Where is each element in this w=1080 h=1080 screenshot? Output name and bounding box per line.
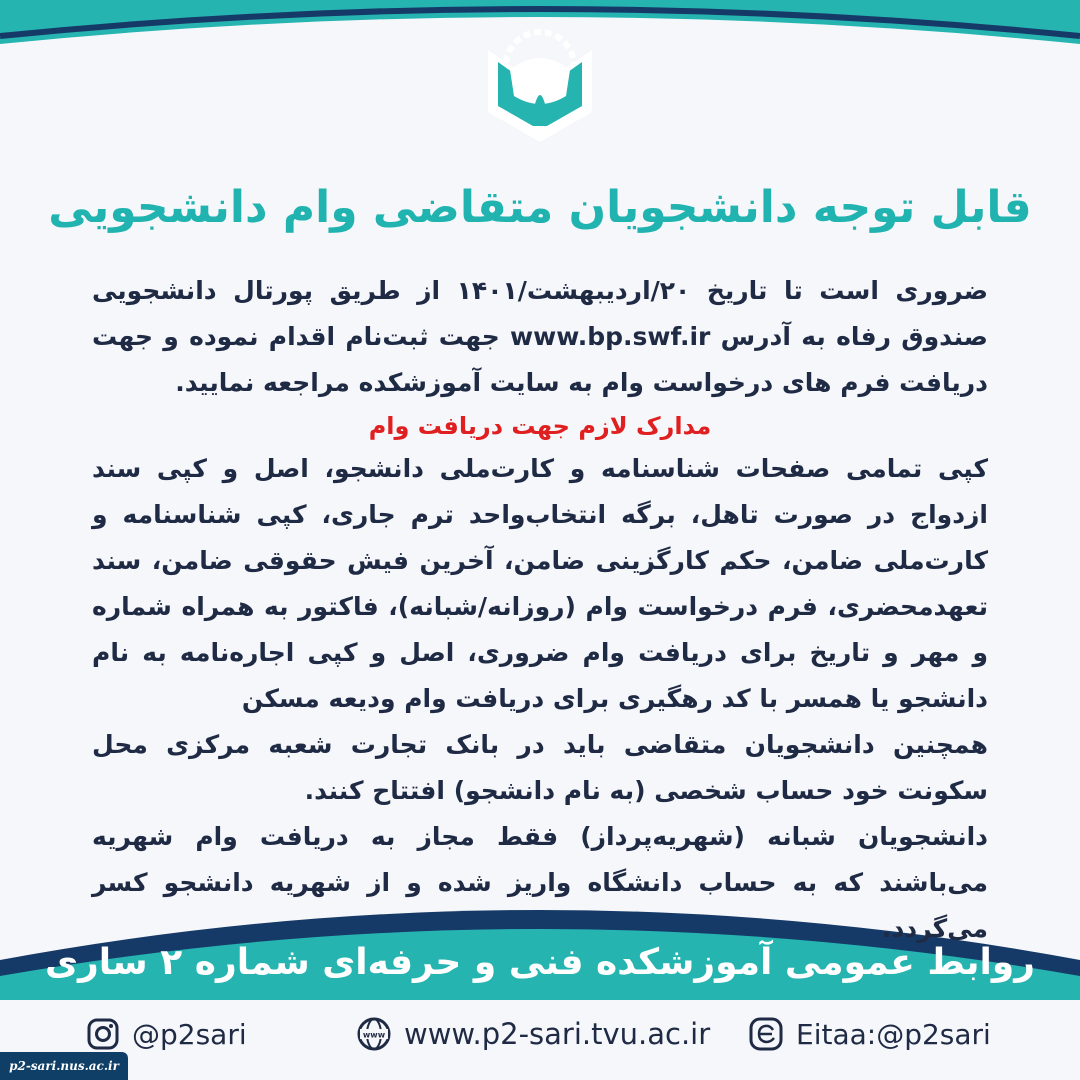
documents-heading: مدارک لازم جهت دریافت وام [368, 412, 712, 440]
svg-text:www: www [362, 1030, 386, 1040]
registration-text-part2: جهت ثبت‌نام اقدام نموده و جهت دریافت فرم های درخواست وام به سایت آموزشکده مراجعه نمایید. [92, 322, 988, 397]
globe-www-icon [356, 1016, 392, 1052]
university-logo [484, 26, 596, 144]
footer-title: روابط عمومی آموزشکده فنی و حرفه‌ای شماره ۲ ساری [45, 942, 1035, 983]
website-contact[interactable] [356, 1012, 710, 1056]
page-title: قابل توجه دانشجویان متقاضی وام دانشجویی [48, 182, 1032, 233]
website-url: www.p2-sari.tvu.ac.ir [404, 1017, 711, 1051]
portal-url: www.bp.swf.ir [510, 322, 711, 351]
bank-account-paragraph: همچنین دانشجویان متقاضی باید در بانک تجارت شعبه مرکزی محل سکونت خود حساب شخصی (به نام دانشجو) افتتاح کنند. [92, 730, 988, 805]
documents-list: کپی تمامی صفحات شناسنامه و کارت‌ملی دانشجو، اصل و کپی سند ازدواج در صورت تاهل، برگه انتخاب‌واحد ترم جاری، کپی شناسنامه و کارت‌ملی ضامن، حکم کارگزینی ضامن، آخرین فیش حقوقی ضامن، سند تعهدمحضری، فرم درخواست وام (روزانه/شبانه)، فاکتور به همراه شماره و مهر و تاریخ برای دریافت وام ضروری، اصل و کپی اجاره‌نامه به نام دانشجو یا همسر با کد رهگیری برای دریافت وام ودیعه مسکن [92, 454, 988, 713]
registration-text-part1: ضروری است تا تاریخ ۲۰/اردیبهشت/۱۴۰۱ از طریق پورتال دانشجویی صندوق رفاه به آدرس [92, 276, 988, 351]
site-watermark: p2-sari.nus.ac.ir [0, 1052, 128, 1080]
instagram-contact[interactable] [86, 1012, 247, 1056]
announcement-body [92, 268, 988, 952]
eitaa-contact[interactable] [748, 1012, 991, 1056]
instagram-icon [86, 1017, 120, 1051]
registration-paragraph [92, 268, 988, 406]
evening-students-paragraph: دانشجویان شبانه (شهریه‌پرداز) فقط مجاز به دریافت وام شهریه می‌باشند که به حساب دانشگاه واریز شده و از شهریه دانشجو کسر می‌گردد. [92, 822, 988, 943]
contact-bar [86, 1012, 991, 1056]
instagram-handle: @p2sari [132, 1017, 247, 1051]
eitaa-icon [748, 1016, 784, 1052]
eitaa-handle: Eitaa:@p2sari [796, 1017, 991, 1051]
